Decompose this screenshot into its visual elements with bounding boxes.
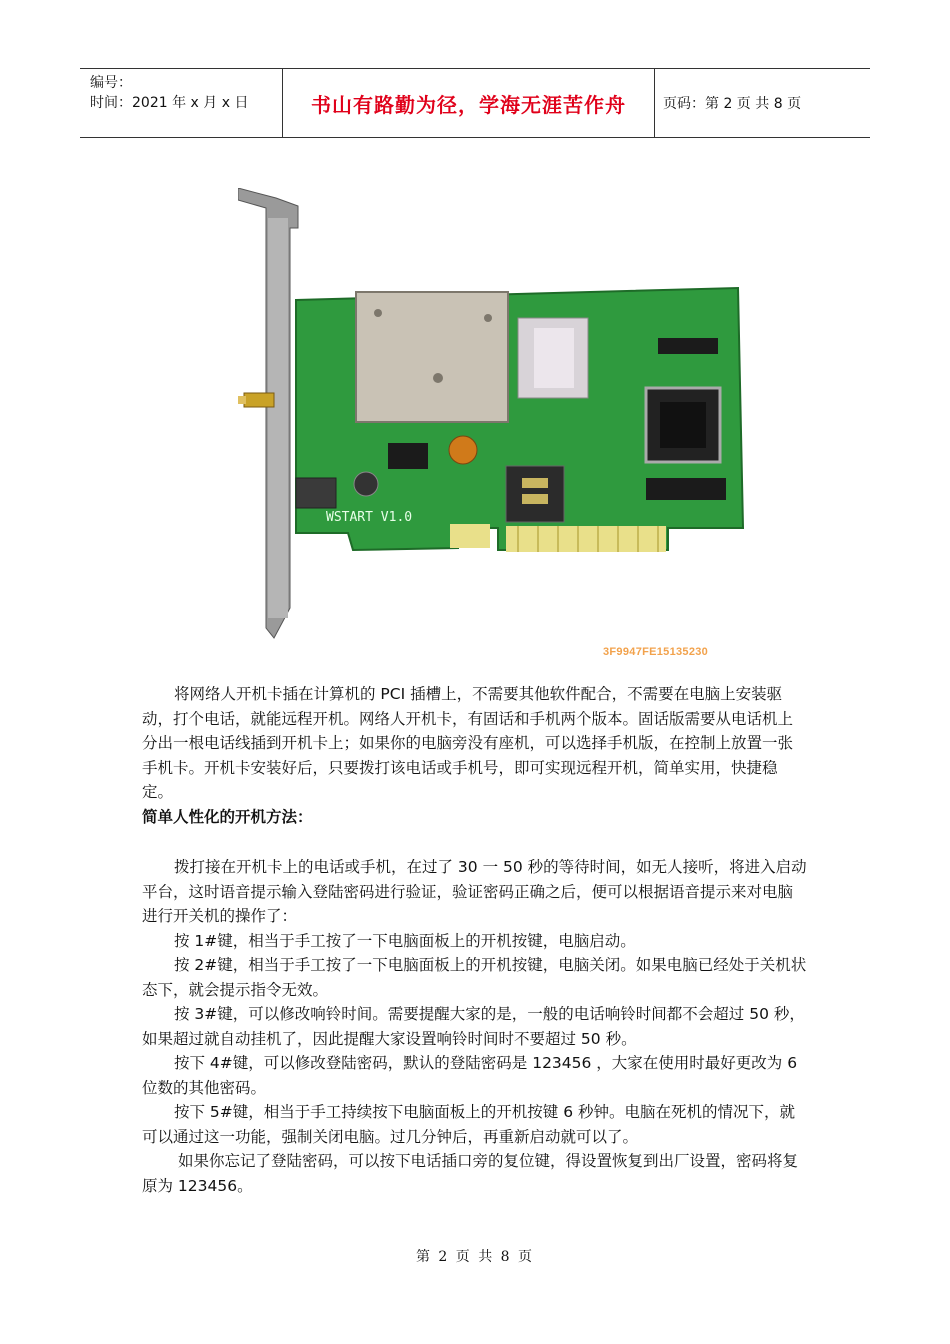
step-paragraph: 按 1#键，相当于手工按了一下电脑面板上的开机按键，电脑启动。 [174, 931, 636, 950]
step-paragraph: 如果你忘记了登陆密码，可以按下电话插口旁的复位键，得设置恢复到出厂设置，密码将复原为 123456。 [142, 1152, 799, 1195]
section-title: 简单人性化的开机方法： [142, 807, 313, 826]
intro-paragraph: 将网络人开机卡插在计算机的 PCI 插槽上，不需要其他软件配合，不需要在电脑上安装驱动，打个电话，就能远程开机。网络人开机卡，有固话和手机两个版本。固话版需要从电话机上分出一根电话线插到开机卡上；如果你的电脑旁没有座机，可以选择手机版，在控制上放置一张手机卡。开机卡安装好后，只要拨打该电话或手机号，即可实现远程开机，简单实用，快捷稳定。 [142, 685, 794, 801]
card-label: WSTART V1.0 [326, 510, 413, 525]
header-motto-cell [283, 69, 655, 137]
number-label: 编号： [90, 75, 132, 91]
motto: 书山有路勤为径，学海无涯苦作舟 [311, 92, 626, 117]
step-paragraph: 按下 4#键，可以修改登陆密码，默认的登陆密码是 123456 ，大家在使用时最好更改为 6 位数的其他密码。 [142, 1054, 798, 1097]
pci-card-photo [238, 188, 748, 658]
step-paragraph: 按 3#键，可以修改响铃时间。需要提醒大家的是，一般的电话响铃时间都不会超过 50 秒，如果超过就自动挂机了，因此提醒大家设置响铃时间时不要超过 50 秒。 [142, 1005, 805, 1048]
page-header [80, 68, 870, 138]
step-paragraph: 拨打接在开机卡上的电话或手机，在过了 30 一 50 秒的等待时间，如无人接听，将进入启动平台，这时语音提示输入登陆密码进行验证，验证密码正确之后，便可以根据语音提示来对电脑进行开关机的操作了： [142, 858, 807, 925]
intro-paragraph-block [142, 682, 807, 829]
header-page-info: 页码：第 2 页 共 8 页 [663, 96, 802, 112]
header-meta [80, 69, 283, 137]
step-paragraph: 按下 5#键，相当于手工持续按下电脑面板上的开机按键 6 秒钟。电脑在死机的情况下，就可以通过这一功能，强制关闭电脑。过几分钟后，再重新启动就可以了。 [142, 1103, 795, 1146]
step-paragraph: 按 2#键，相当于手工按了一下电脑面板上的开机按键，电脑关闭。如果电脑已经处于关机状态下，就会提示指令无效。 [142, 956, 807, 999]
date-label: 时间：2021 年 x 月 x 日 [90, 95, 249, 111]
steps-block [142, 855, 807, 1198]
page-footer: 第 2 页 共 8 页 [415, 1249, 535, 1265]
image-code: 3F9947FE15135230 [603, 646, 709, 658]
